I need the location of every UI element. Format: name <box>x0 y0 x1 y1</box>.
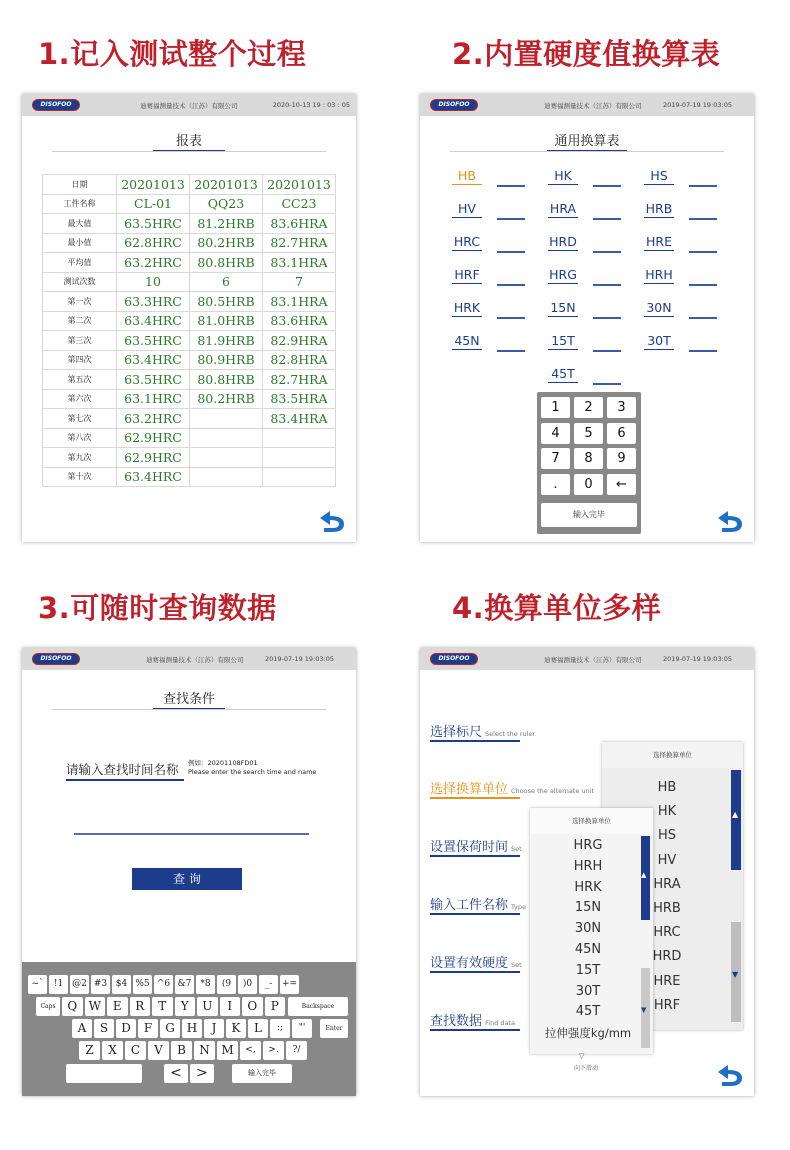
row-label: 最大值 <box>43 214 117 234</box>
chevron-down-icon[interactable]: ▽ <box>579 1052 585 1060</box>
keyboard-key[interactable]: U <box>197 997 218 1016</box>
table-row <box>43 409 336 429</box>
input-done-button[interactable]: 输入完毕 <box>541 503 637 527</box>
unit-label[interactable]: HV <box>452 201 482 218</box>
keyboard-key[interactable]: K <box>226 1019 246 1038</box>
keyboard-key[interactable]: $4 <box>112 975 131 994</box>
unit-option[interactable]: HB <box>657 780 677 795</box>
unit-option[interactable]: 30N <box>574 921 602 937</box>
menu-item-underline <box>430 971 520 973</box>
space-key[interactable] <box>66 1064 142 1083</box>
keyboard-key[interactable]: L <box>248 1019 268 1038</box>
menu-item[interactable] <box>430 894 526 913</box>
table-cell <box>190 467 263 487</box>
keyboard-key[interactable]: Q <box>62 997 83 1016</box>
datetime: 2019-07-19 19:03:05 <box>264 655 334 663</box>
table-cell: CL-01 <box>117 194 190 214</box>
table-cell: 82.8HRA <box>263 350 336 370</box>
row-label: 平均值 <box>43 253 117 273</box>
menu-item-underline <box>430 855 520 857</box>
row-label: 第八次 <box>43 428 117 448</box>
datetime: 2020-10-13 19 : 03 : 05 <box>272 101 350 109</box>
keypad-key[interactable]: 5 <box>574 423 603 444</box>
unit-option[interactable]: HRK <box>574 879 602 895</box>
divider <box>52 709 326 710</box>
menu-item-subtitle: Choose the alternate unit <box>511 787 595 795</box>
table-cell <box>263 428 336 448</box>
unit-option[interactable]: 30T <box>575 983 601 999</box>
keypad-key[interactable]: 4 <box>541 423 570 444</box>
keyboard-key[interactable]: ~` <box>28 975 47 994</box>
heading-4: 4.换算单位多样 <box>452 591 662 625</box>
menu-item-label: 选择换算单位 <box>430 782 509 797</box>
menu-item[interactable] <box>430 836 522 855</box>
keyboard-key[interactable]: !1 <box>49 975 68 994</box>
unit-value-field[interactable] <box>689 350 717 352</box>
table-cell: 80.8HRB <box>190 370 263 390</box>
unit-value-field[interactable] <box>497 350 525 352</box>
left-arrow-key[interactable]: < <box>164 1064 188 1083</box>
table-cell: 62.9HRC <box>117 448 190 468</box>
datetime: 2019-07-19 19:03:05 <box>662 101 732 109</box>
company-name: 迪赛福测量技术（江苏）有限公司 <box>544 102 642 110</box>
table-row <box>43 428 336 448</box>
numeric-keypad <box>537 392 641 534</box>
table-cell: 63.5HRC <box>117 331 190 351</box>
table-cell: 82.7HRA <box>263 233 336 253</box>
row-label: 最小值 <box>43 233 117 253</box>
row-label: 第一次 <box>43 292 117 312</box>
keyboard-key[interactable]: W <box>85 997 106 1016</box>
unit-value-field[interactable] <box>689 284 717 286</box>
menu-item-subtitle: Find data <box>485 1019 516 1027</box>
keyboard-key[interactable]: *8 <box>196 975 215 994</box>
unit-value-field[interactable] <box>689 185 717 187</box>
search-example: 例如：20201108FD01 <box>188 759 258 767</box>
unit-option[interactable]: HV <box>657 852 677 868</box>
keyboard-key[interactable]: "' <box>292 1019 312 1038</box>
brand-logo: DISOFOO <box>430 99 478 111</box>
table-cell: 80.8HRB <box>190 253 263 273</box>
prompt-underline <box>66 779 184 781</box>
table-row <box>43 389 336 409</box>
unit-dropdown-secondary <box>530 808 653 1054</box>
keyboard-key[interactable]: @2 <box>70 975 89 994</box>
table-row <box>43 448 336 468</box>
unit-label[interactable]: 45N <box>452 333 482 350</box>
menu-item[interactable] <box>430 721 535 740</box>
unit-option[interactable]: 15N <box>574 900 602 916</box>
unit-label[interactable]: 15T <box>548 333 578 350</box>
table-cell: 82.9HRA <box>263 331 336 351</box>
keyboard-key[interactable]: X <box>102 1041 123 1060</box>
unit-option[interactable]: HRG <box>573 838 603 853</box>
row-label: 第十次 <box>43 467 117 487</box>
table-cell: 83.6HRA <box>263 214 336 234</box>
row-label: 第四次 <box>43 350 117 370</box>
table-cell: 83.1HRA <box>263 253 336 273</box>
menu-item-underline <box>430 740 520 742</box>
dropdown-header: 选择换算单位 <box>602 742 743 768</box>
keyboard-key[interactable]: += <box>280 975 299 994</box>
row-label: 第五次 <box>43 370 117 390</box>
keyboard-done-key[interactable]: 输入完毕 <box>232 1064 292 1083</box>
unit-label[interactable]: HK <box>548 168 578 185</box>
top-bar <box>420 648 754 670</box>
menu-item-subtitle: Set <box>511 845 522 853</box>
keypad-key[interactable]: 2 <box>574 397 603 418</box>
unit-option[interactable]: HRA <box>653 876 681 892</box>
enter-key[interactable]: Enter <box>320 1019 348 1038</box>
keyboard-key[interactable]: %5 <box>133 975 152 994</box>
onscreen-keyboard <box>22 962 356 1096</box>
unit-label[interactable]: HRD <box>549 234 577 249</box>
table-cell: 63.5HRC <box>117 370 190 390</box>
menu-item-label: 设置有效硬度 <box>430 956 509 971</box>
keyboard-key[interactable]: Y <box>175 997 196 1016</box>
unit-value-field[interactable] <box>593 350 621 352</box>
keypad-key[interactable]: 8 <box>574 448 603 469</box>
search-screen <box>22 648 356 1096</box>
search-prompt: 请输入查找时间名称 <box>66 762 179 777</box>
unit-value-field[interactable] <box>689 218 717 220</box>
scroll-up-icon[interactable]: ▲ <box>732 810 739 819</box>
top-bar <box>22 94 356 116</box>
table-cell: 80.9HRB <box>190 350 263 370</box>
units-screen <box>420 648 754 1096</box>
keyboard-key[interactable]: ?/ <box>286 1041 307 1060</box>
table-cell: 10 <box>117 272 190 292</box>
unit-option[interactable]: HRH <box>573 858 603 874</box>
row-label: 第三次 <box>43 331 117 351</box>
company-name: 迪赛福测量技术（江苏）有限公司 <box>544 656 642 664</box>
menu-item-underline <box>430 797 520 799</box>
unit-value-field[interactable] <box>593 218 621 220</box>
keyboard-key[interactable]: F <box>138 1019 158 1038</box>
company-name: 迪赛福测量技术（江苏）有限公司 <box>146 656 244 664</box>
table-cell: 62.9HRC <box>117 428 190 448</box>
top-bar <box>22 648 356 670</box>
keyboard-key[interactable]: O <box>242 997 263 1016</box>
table-cell: 80.5HRB <box>190 292 263 312</box>
unit-value-field[interactable] <box>593 317 621 319</box>
table-row <box>43 292 336 312</box>
unit-value-field[interactable] <box>689 317 717 319</box>
dropdown-header: 选择换算单位 <box>530 808 653 834</box>
unit-value-field[interactable] <box>497 185 525 187</box>
keypad-key[interactable]: 0 <box>574 474 603 495</box>
keyboard-key[interactable]: C <box>125 1041 146 1060</box>
keyboard-key[interactable]: >. <box>263 1041 284 1060</box>
table-cell: 7 <box>263 272 336 292</box>
menu-item-underline <box>430 1029 520 1031</box>
unit-label[interactable]: HRF <box>452 267 482 284</box>
table-cell: 20201013 <box>190 175 263 195</box>
scroll-down-icon[interactable]: ▼ <box>641 1006 647 1014</box>
brand-logo: DISOFOO <box>32 653 80 665</box>
table-row <box>43 214 336 234</box>
table-row <box>43 175 336 195</box>
menu-item-subtitle: Select the ruler <box>485 730 536 738</box>
unit-option[interactable]: HK <box>657 804 677 820</box>
unit-option[interactable]: 拉伸强度kg/mm <box>544 1026 632 1041</box>
search-button[interactable]: 查 询 <box>132 868 242 890</box>
unit-value-field[interactable] <box>497 284 525 286</box>
table-cell: 20201013 <box>263 175 336 195</box>
keypad-key[interactable]: . <box>541 474 570 495</box>
keyboard-key[interactable]: ^6 <box>154 975 173 994</box>
keyboard-key[interactable]: A <box>72 1019 92 1038</box>
brand-logo: DISOFOO <box>430 653 478 665</box>
unit-label[interactable]: HRC <box>453 234 481 249</box>
back-icon[interactable] <box>312 508 348 534</box>
unit-label[interactable]: HS <box>644 168 674 185</box>
table-cell: 63.2HRC <box>117 409 190 429</box>
keypad-key[interactable]: 9 <box>607 448 636 469</box>
brand-logo: DISOFOO <box>32 99 80 111</box>
keyboard-key[interactable]: P <box>265 997 286 1016</box>
report-screen <box>22 94 356 542</box>
row-label: 第二次 <box>43 311 117 331</box>
divider <box>52 151 326 152</box>
keypad-key[interactable]: 3 <box>607 397 636 418</box>
menu-item-underline <box>430 913 520 915</box>
menu-item-subtitle: Set <box>511 961 522 969</box>
table-row <box>43 253 336 273</box>
menu-item[interactable] <box>430 952 522 971</box>
menu-item-label: 查找数据 <box>430 1014 483 1029</box>
unit-label[interactable]: HRB <box>645 201 673 216</box>
unit-value-field[interactable] <box>497 251 525 253</box>
table-row <box>43 331 336 351</box>
table-row <box>43 350 336 370</box>
unit-option[interactable]: 45T <box>575 1004 601 1020</box>
unit-label[interactable]: 30N <box>644 300 674 317</box>
keyboard-key[interactable]: <, <box>240 1041 261 1060</box>
unit-value-field[interactable] <box>689 251 717 253</box>
right-arrow-key[interactable]: > <box>190 1064 214 1083</box>
row-label: 工件名称 <box>43 194 117 214</box>
report-table <box>42 174 336 487</box>
table-cell: 63.5HRC <box>117 214 190 234</box>
keyboard-key[interactable]: S <box>94 1019 114 1038</box>
unit-option[interactable]: 45N <box>574 942 602 957</box>
unit-label[interactable]: HRH <box>645 267 673 282</box>
table-cell: 83.5HRA <box>263 389 336 409</box>
heading-3: 3.可随时查询数据 <box>38 591 277 625</box>
keyboard-key[interactable]: (9 <box>217 975 236 994</box>
heading-2: 2.内置硬度值换算表 <box>452 37 721 71</box>
unit-label[interactable]: 15N <box>548 300 578 317</box>
table-cell: 81.9HRB <box>190 331 263 351</box>
keyboard-key[interactable]: G <box>160 1019 180 1038</box>
menu-item-label: 设置保荷时间 <box>430 840 509 855</box>
scroll-hint: 向下滑动 <box>574 1065 599 1072</box>
unit-label[interactable]: HRK <box>453 300 481 315</box>
keypad-key[interactable]: 7 <box>541 448 570 469</box>
keyboard-key[interactable]: B <box>171 1041 192 1060</box>
keyboard-key[interactable]: T <box>152 997 173 1016</box>
conversion-screen <box>420 94 754 542</box>
unit-option[interactable]: HRE <box>653 973 681 989</box>
company-name: 迪赛福测量技术（江苏）有限公司 <box>140 102 238 110</box>
table-cell: 62.8HRC <box>117 233 190 253</box>
table-cell: 82.7HRA <box>263 370 336 390</box>
keyboard-key[interactable]: N <box>194 1041 215 1060</box>
keyboard-key[interactable]: J <box>204 1019 224 1038</box>
table-row <box>43 233 336 253</box>
unit-option[interactable]: HRC <box>653 925 681 941</box>
table-cell: 81.2HRB <box>190 214 263 234</box>
unit-value-field[interactable] <box>497 218 525 220</box>
table-row <box>43 194 336 214</box>
table-cell: 83.1HRA <box>263 292 336 312</box>
table-cell: CC23 <box>263 194 336 214</box>
keyboard-key[interactable]: )0 <box>238 975 257 994</box>
unit-option[interactable]: HRB <box>653 901 681 916</box>
unit-option[interactable]: 15T <box>575 962 601 978</box>
unit-label[interactable]: 30T <box>644 333 674 350</box>
table-cell: 81.0HRB <box>190 311 263 331</box>
menu-item[interactable] <box>430 778 594 797</box>
table-cell: 83.4HRA <box>263 409 336 429</box>
unit-label[interactable]: 45T <box>548 366 578 383</box>
heading-1: 1.记入测试整个过程 <box>38 37 307 71</box>
table-cell: 6 <box>190 272 263 292</box>
keyboard-key[interactable]: I <box>220 997 241 1016</box>
table-cell: 63.2HRC <box>117 253 190 273</box>
scroll-up-icon[interactable]: ▲ <box>641 871 647 879</box>
keyboard-key[interactable]: _- <box>259 975 278 994</box>
backspace-key[interactable]: Backspace <box>288 997 348 1016</box>
row-label: 第七次 <box>43 409 117 429</box>
table-cell: 63.1HRC <box>117 389 190 409</box>
table-cell: 63.4HRC <box>117 311 190 331</box>
keyboard-key[interactable]: E <box>107 997 128 1016</box>
menu-item-label: 选择标尺 <box>430 725 483 740</box>
divider <box>450 151 724 152</box>
unit-value-field[interactable] <box>593 383 621 385</box>
row-label: 第九次 <box>43 448 117 468</box>
table-cell <box>190 428 263 448</box>
table-cell: 63.4HRC <box>117 350 190 370</box>
search-input[interactable] <box>74 833 309 835</box>
page-title: 查找条件 <box>162 692 215 707</box>
back-icon[interactable] <box>710 508 746 534</box>
keypad-key[interactable]: 1 <box>541 397 570 418</box>
table-cell: 83.6HRA <box>263 311 336 331</box>
page-title: 通用换算表 <box>554 134 620 149</box>
menu-item[interactable] <box>430 1010 515 1029</box>
unit-value-field[interactable] <box>593 284 621 286</box>
table-row <box>43 467 336 487</box>
table-cell: 20201013 <box>117 175 190 195</box>
table-cell: 80.2HRB <box>190 233 263 253</box>
keyboard-key[interactable]: V <box>148 1041 169 1060</box>
unit-label[interactable]: HB <box>452 168 482 185</box>
back-icon[interactable] <box>710 1062 746 1088</box>
top-bar <box>420 94 754 116</box>
table-cell <box>263 467 336 487</box>
keyboard-key[interactable]: R <box>130 997 151 1016</box>
table-cell: 63.3HRC <box>117 292 190 312</box>
scrollbar-thumb[interactable] <box>731 770 741 870</box>
keyboard-key[interactable]: D <box>116 1019 136 1038</box>
row-label: 日期 <box>43 175 117 195</box>
keyboard-key[interactable]: #3 <box>91 975 110 994</box>
search-hint: Please enter the search time and name <box>188 768 317 776</box>
table-cell <box>190 448 263 468</box>
unit-label[interactable]: HRG <box>549 267 577 282</box>
datetime: 2019-07-19 19:03:05 <box>662 655 732 663</box>
unit-value-field[interactable] <box>593 185 621 187</box>
table-cell: QQ23 <box>190 194 263 214</box>
backspace-key[interactable]: ← <box>607 474 636 495</box>
menu-item-subtitle: Type <box>511 903 526 911</box>
page-title: 报表 <box>175 134 202 149</box>
unit-option[interactable]: HRD <box>652 949 682 965</box>
table-row <box>43 311 336 331</box>
table-row <box>43 370 336 390</box>
unit-label[interactable]: HRA <box>549 201 577 216</box>
keyboard-key[interactable]: Z <box>79 1041 100 1060</box>
keyboard-key[interactable]: H <box>182 1019 202 1038</box>
caps-key[interactable]: Caps <box>36 997 60 1016</box>
table-cell: 63.4HRC <box>117 467 190 487</box>
unit-option[interactable]: HS <box>657 828 677 844</box>
row-label: 第六次 <box>43 389 117 409</box>
menu-item-label: 输入工件名称 <box>430 898 509 913</box>
row-label: 测试次数 <box>43 272 117 292</box>
unit-value-field[interactable] <box>593 251 621 253</box>
unit-value-field[interactable] <box>497 317 525 319</box>
keypad-key[interactable]: 6 <box>607 423 636 444</box>
table-row <box>43 272 336 292</box>
keyboard-key[interactable]: M <box>217 1041 238 1060</box>
keyboard-key[interactable]: :; <box>270 1019 290 1038</box>
keyboard-key[interactable]: &7 <box>175 975 194 994</box>
table-cell <box>190 409 263 429</box>
table-cell: 80.2HRB <box>190 389 263 409</box>
scroll-down-icon[interactable]: ▼ <box>732 970 739 979</box>
unit-label[interactable]: HRE <box>644 234 674 251</box>
unit-option[interactable]: HRF <box>653 997 681 1013</box>
table-cell <box>263 448 336 468</box>
